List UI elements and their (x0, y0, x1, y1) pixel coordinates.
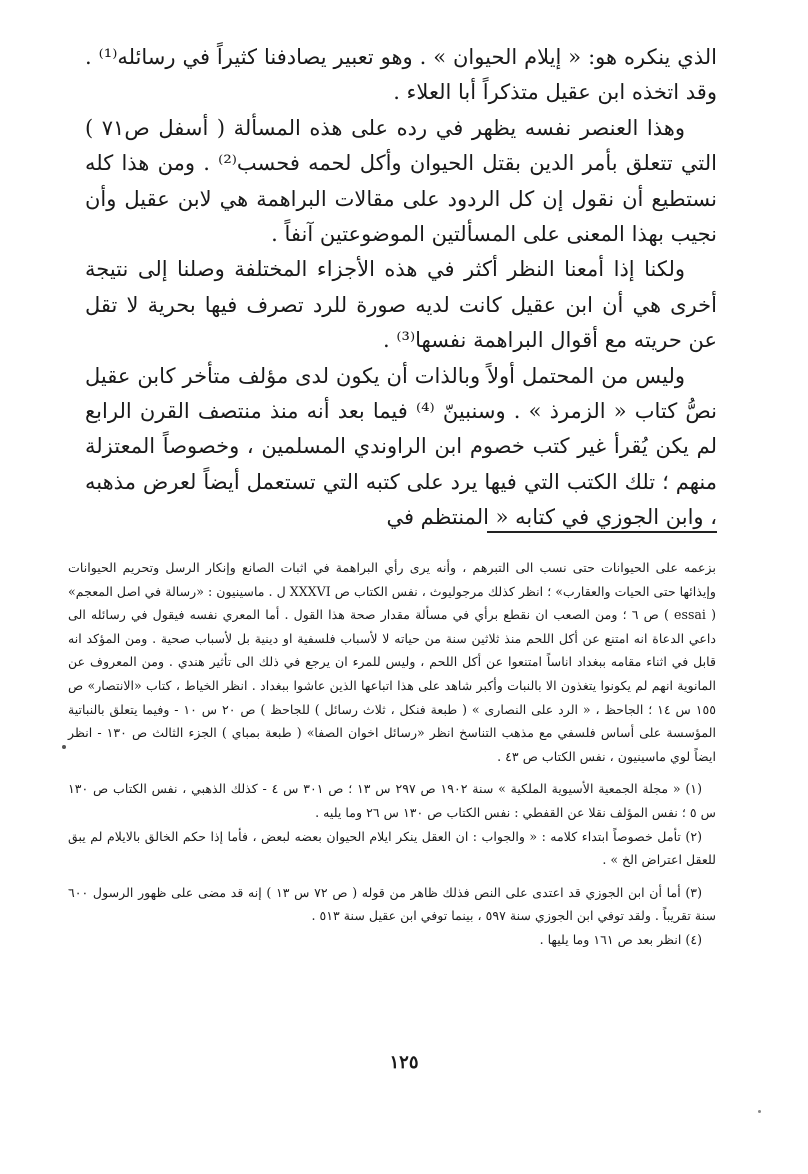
paragraph-2: وهذا العنصر نفسه يظهر في رده على هذه المسألة ( أسفل ص٧١ ) التي تتعلق بأمر الدين بقتل الحيوان وأكل لحمه فحسب⁽²⁾ . ومن هذا كله نستطيع أن نقول إن كل الردود على مقالات البراهمة هي لابن عقيل وأن نجيب بهذا المعنى على المسألتين الموضوعتين آنفاً . (85, 115, 717, 247)
footnote-2: (٢) تأمل خصوصاً ابتداء كلامه : « والجواب : ان العقل ينكر ايلام الحيوان بعضه لبعض ، فأما إذا حكم الخالق بالايلام لم يبق للعقل اعتراض الخ » . (68, 828, 716, 868)
footnote-1: (١) « مجلة الجمعية الأسيوية الملكية » سنة ١٩٠٢ ص ٢٩٧ س ١٣ ؛ ص ٣٠١ س ٤ - كذلك الذهبي ، نفس الكتاب ص ١٣٠ س ٥ ؛ نفس المؤلف نقلا عن القفطي : نفس الكتاب ص ١٣٠ س ٢٦ وما يليه . (68, 781, 716, 820)
footnote-continuation: بزعمه على الحيوانات حتى نسب الى التبرهم ، وأنه يرى رأي البراهمة في اثبات الصانع وإنكار الرسل وتحريم الحيوانات وإيذائها حتى الحيات والعقارب» ؛ انظر كذلك مرجوليوث ، نفس الكتاب ص XXXVI ل . ماسينيون : «رسالة في اصل المعجم» ( essai ) ص ٦ ؛ ومن الصعب ان نقطع برأي في مسألة مقدار صحة هذا القول . أما المعري نفسه فيقول في رسائله الى داعي الدعاة انه امتنع عن أكل اللحم منذ ثلاثين سنة من حياته لا لأسباب فلسفية او دينية بل لأسباب صحية . ومن المؤكد انه قابل في اثناء مقامه ببغداد اناساً امتنعوا عن أكل اللحم ، وليس للمرء ان يرجع في ذلك الى تأثير هندي . ومن المعروف عن المانوية انهم لم يكونوا يتغذون الا بالنبات وأكبر شاهد على هذا اتباعها الذين عاشوا ببغداد . انظر الخياط ، كتاب «الانتصار» ص ١٥٥ س ١٤ ؛ الجاحظ ، « الرد على النصارى » ( طبعة فنكل ، ثلاث رسائل ) للجاحظ ) ص ٢٠ س ١٠ - وفيما يتعلق بالنباتية المؤسسة على أساس فلسفي مع مذهب التناسخ انظر «رسائل اخوان الصفا» ( طبعة بمباي ) الجزء الثالث ص ١٣٠ - انظر ايضاً لوي ماسينيون ، نفس الكتاب ص ٤٣ . (68, 560, 716, 764)
paragraph-1: الذي ينكره هو: « إيلام الحيوان » . وهو تعبير يصادفنا كثيراً في رسائله⁽¹⁾ . وقد اتخذه ابن عقيل متذكراً أبا العلاء . (85, 45, 717, 105)
scan-speck (62, 745, 66, 749)
footnote-3: (٣) أما أن ابن الجوزي قد اعتدى على النص فذلك ظاهر من قوله ( ص ٧٢ س ١٣ ) إنه قد مضى على ظهور الرسول ٦٠٠ سنة تقريباً . ولقد توفي ابن الجوزي سنة ٥٩٧ ، بينما توفي ابن عقيل سنة ٥١٣ . (68, 884, 716, 924)
paragraph-3: ولكنا إذا أمعنا النظر أكثر في هذه الأجزاء المختلفة وصلنا إلى نتيجة أخرى هي أن ابن عقيل كانت لديه صورة للرد تصرف فيها بحرية لا تقل عن حريته مع أقوال البراهمة نفسها⁽³⁾ . (85, 257, 717, 353)
scan-speck (758, 1110, 761, 1113)
page-number: ١٢٥ (389, 1052, 419, 1073)
footnotes (68, 556, 716, 952)
paragraph-4: وليس من المحتمل أولاً وبالذات أن يكون لدى مؤلف متأخر كابن عقيل نصُّ كتاب « الزمرذ » . وسنبينّ ⁽⁴⁾ فيما بعد أنه منذ منتصف القرن الرابع لم يكن يُقرأ غير كتب خصوم ابن الراوندي المسلمين ، وخصوصاً المعتزلة منهم ؛ تلك الكتب التي فيها يرد على كتبه التي تستعمل أيضاً لعرض مذهبه ، وابن الجوزي في كتابه « المنتظم في (85, 363, 717, 530)
footnote-4: (٤) انظر بعد ص ١٦١ وما يليها . (539, 931, 702, 947)
footnote-separator (487, 531, 717, 533)
main-text (85, 40, 717, 536)
